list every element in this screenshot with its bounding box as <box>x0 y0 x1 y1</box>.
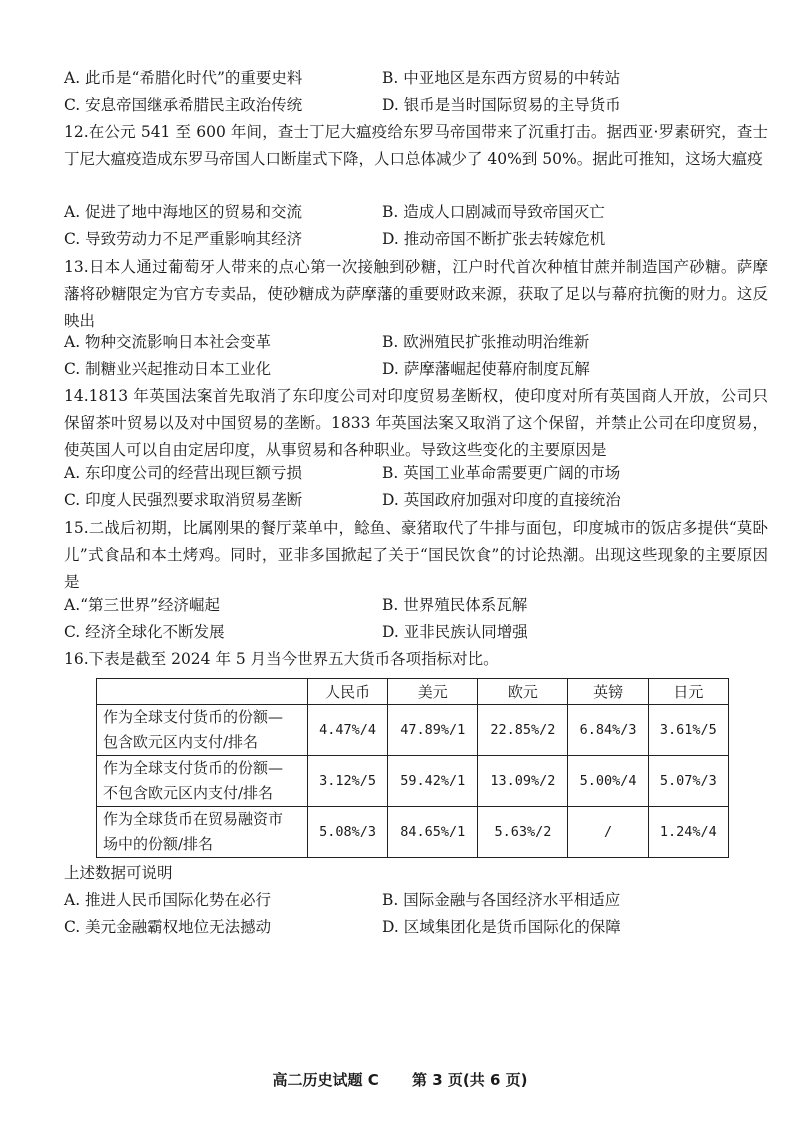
q13-option-b: B. 欧洲殖民扩张推动明治维新 <box>382 333 590 351</box>
row-label <box>97 756 308 807</box>
table-cell: 3.12%/5 <box>308 756 388 807</box>
row-label-line-1: 作为全球支付货币的份额— <box>103 759 284 777</box>
footer-page-number: 第 3 页(共 6 页) <box>411 1071 528 1089</box>
q13-option-d: D. 萨摩藩崛起使幕府制度瓦解 <box>382 360 590 378</box>
q12-option-c: C. 导致劳动力不足严重影响其经济 <box>64 230 303 248</box>
q11-option-a: A. 此币是“希腊化时代”的重要史料 <box>64 69 303 87</box>
q14-option-row-2 <box>64 487 764 513</box>
q16-stem: 16.下表是截至 2024 年 5 月当今世界五大货币各项指标对比。 <box>64 650 499 668</box>
q11-option-row-1 <box>64 65 764 91</box>
footer-exam-title: 高二历史试题 C <box>272 1071 379 1089</box>
q15-option-row-1 <box>64 592 764 618</box>
currency-comparison-table <box>96 678 729 858</box>
q13-stem: 13.日本人通过葡萄牙人带来的点心第一次接触到砂糖，江户时代首次种植甘蔗并制造国产砂糖。萨摩藩将砂糖限定为官方专卖品，使砂糖成为萨摩藩的重要财政来源，获取了足以与幕府抗衡的财力。这反映出 <box>64 258 768 330</box>
q15-stem: 15.二战后初期，比属刚果的餐厅菜单中，鲶鱼、豪猪取代了牛排与面包，印度城市的饭店多提供“莫卧儿”式食品和本土烤鸡。同时，亚非多国掀起了关于“国民饮食”的讨论热潮。出现这些现象的主要原因是 <box>64 519 768 591</box>
q14-option-a: A. 东印度公司的经营出现巨额亏损 <box>64 464 303 482</box>
table-row <box>97 807 729 858</box>
q16-after-table: 上述数据可说明 <box>64 864 173 882</box>
q16-option-row-2 <box>64 914 764 940</box>
table-cell: 5.00%/4 <box>568 756 648 807</box>
q14-stem: 14.1813 年英国法案首先取消了东印度公司对印度贸易垄断权，使印度对所有英国商人开放，公司只保留茶叶贸易以及对中国贸易的垄断。1833 年英国法案又取消了这个保留，并禁止公司在印度贸易，使英国人可以自由定居印度，从事贸易和各种职业。导致这些变化的主要原因是 <box>64 387 768 459</box>
table-cell: 3.61%/5 <box>648 705 728 756</box>
q16-option-row-1 <box>64 887 764 913</box>
table-cell: 22.85%/2 <box>478 705 568 756</box>
table-header-jpy: 日元 <box>648 679 728 705</box>
q12-option-d: D. 推动帝国不断扩张去转嫁危机 <box>382 230 606 248</box>
q13-option-row-2 <box>64 356 764 382</box>
row-label-line-1: 作为全球支付货币的份额— <box>103 708 284 726</box>
q13-option-row-1 <box>64 329 764 355</box>
table-header-row <box>97 679 729 705</box>
table-row <box>97 756 729 807</box>
table-cell: 59.42%/1 <box>388 756 478 807</box>
row-label-line-2: 不包含欧元区内支付/排名 <box>103 784 274 802</box>
table-header-corner <box>97 679 308 705</box>
q14-option-b: B. 英国工业革命需要更广阔的市场 <box>382 464 621 482</box>
page-footer <box>0 1069 800 1090</box>
q15-option-c: C. 经济全球化不断发展 <box>64 623 225 641</box>
row-label-line-2: 场中的份额/排名 <box>103 835 214 853</box>
table-cell: 13.09%/2 <box>478 756 568 807</box>
table-cell: 5.07%/3 <box>648 756 728 807</box>
table-cell: 47.89%/1 <box>388 705 478 756</box>
q13-option-a: A. 物种交流影响日本社会变革 <box>64 333 272 351</box>
row-label <box>97 807 308 858</box>
q11-option-c: C. 安息帝国继承希腊民主政治传统 <box>64 96 303 114</box>
q14-option-c: C. 印度人民强烈要求取消贸易垄断 <box>64 491 303 509</box>
q12-option-row-2 <box>64 226 764 252</box>
row-label-line-2: 包含欧元区内支付/排名 <box>103 733 259 751</box>
q15-option-a: A.“第三世界”经济崛起 <box>64 596 220 614</box>
q11-option-d: D. 银币是当时国际贸易的主导货币 <box>382 96 621 114</box>
q16-option-c: C. 美元金融霸权地位无法撼动 <box>64 918 272 936</box>
q16-option-b: B. 国际金融与各国经济水平相适应 <box>382 891 621 909</box>
q15-option-row-2 <box>64 619 764 645</box>
table-cell: 4.47%/4 <box>308 705 388 756</box>
table-cell: 84.65%/1 <box>388 807 478 858</box>
table-header-gbp: 英镑 <box>568 679 648 705</box>
table-cell: 5.63%/2 <box>478 807 568 858</box>
q15-option-b: B. 世界殖民体系瓦解 <box>382 596 528 614</box>
q11-option-row-2 <box>64 92 764 118</box>
table-cell: 5.08%/3 <box>308 807 388 858</box>
q12-option-b: B. 造成人口剧减而导致帝国灭亡 <box>382 203 605 221</box>
table-header-eur: 欧元 <box>478 679 568 705</box>
q12-stem: 12.在公元 541 至 600 年间，查士丁尼大瘟疫给东罗马帝国带来了沉重打击。据西亚·罗素研究，查士丁尼大瘟疫造成东罗马帝国人口断崖式下降，人口总体减少了 40%到 50%。据此可推知，这场大瘟疫 <box>64 123 768 168</box>
table-row <box>97 705 729 756</box>
row-label <box>97 705 308 756</box>
q14-option-d: D. 英国政府加强对印度的直接统治 <box>382 491 621 509</box>
q13-option-c: C. 制糖业兴起推动日本工业化 <box>64 360 272 378</box>
table-cell: / <box>568 807 648 858</box>
row-label-line-1: 作为全球货币在贸易融资市 <box>103 810 284 828</box>
q16-option-d: D. 区域集团化是货币国际化的保障 <box>382 918 621 936</box>
q14-option-row-1 <box>64 460 764 486</box>
q16-option-a: A. 推进人民币国际化势在必行 <box>64 891 272 909</box>
table-header-usd: 美元 <box>388 679 478 705</box>
table-header-cny: 人民币 <box>308 679 388 705</box>
q12-option-a: A. 促进了地中海地区的贸易和交流 <box>64 203 303 221</box>
table-cell: 6.84%/3 <box>568 705 648 756</box>
q12-option-row-1 <box>64 199 764 225</box>
q11-option-b: B. 中亚地区是东西方贸易的中转站 <box>382 69 621 87</box>
q15-option-d: D. 亚非民族认同增强 <box>382 623 528 641</box>
table-cell: 1.24%/4 <box>648 807 728 858</box>
